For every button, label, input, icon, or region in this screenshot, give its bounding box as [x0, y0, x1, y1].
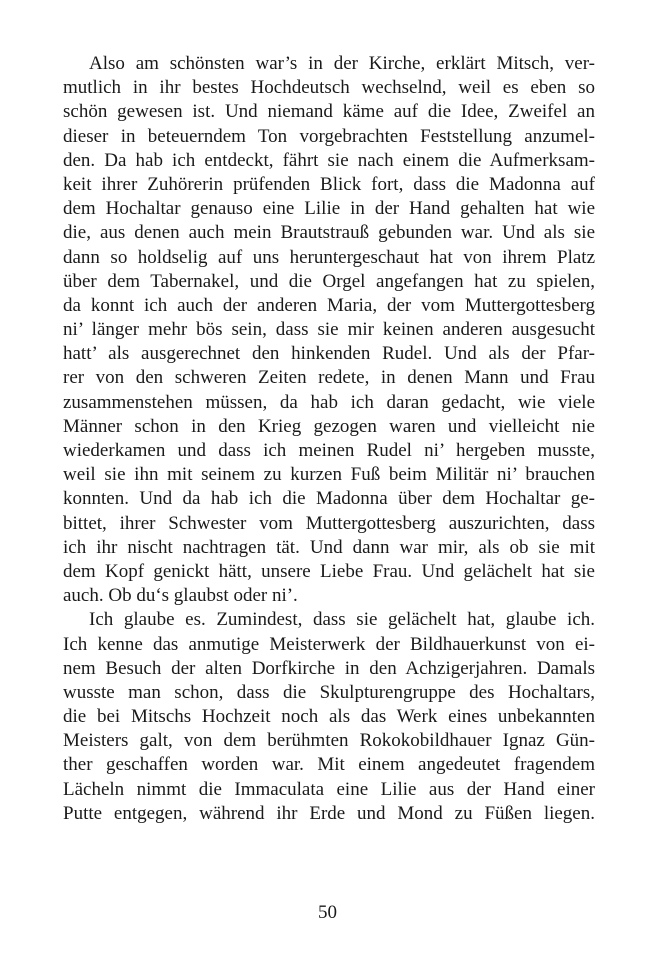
- text-line: schön gewesen ist. Und niemand käme auf die Idee, Zweifel an: [63, 101, 595, 123]
- text-line: weil sie ihn mit seinem zu kurzen Fuß beim Militär ni’ brauchen: [63, 464, 595, 486]
- text-line: zusammenstehen müssen, da hab ich daran gedacht, wie viele: [63, 391, 595, 413]
- text-line: Männer schon in den Krieg gezogen waren und vielleicht nie: [63, 415, 595, 437]
- text-line: rer von den schweren Zeiten redete, in denen Mann und Frau: [63, 367, 595, 389]
- text-line: Ich kenne das anmutige Meisterwerk der Bildhauerkunst von ei-: [63, 633, 595, 655]
- text-line: konnten. Und da hab ich die Madonna über dem Hochaltar ge-: [63, 488, 595, 510]
- text-line: dieser in beteuerndem Ton vorgebrachten Feststellung anzumel-: [63, 125, 595, 147]
- paragraph-2: [63, 608, 595, 826]
- text-line: mutlich in ihr bestes Hochdeutsch wechselnd, weil es eben so: [63, 77, 595, 99]
- text-line: wusste man schon, dass die Skulpturengruppe des Hochaltars,: [63, 681, 595, 703]
- text-line: auch. Ob du‘s glaubst oder ni’.: [63, 585, 298, 607]
- text-line: Putte entgegen, während ihr Erde und Mond zu Füßen liegen.: [63, 802, 595, 824]
- text-line: die, aus denen auch mein Brautstrauß gebunden war. Und als sie: [63, 222, 595, 244]
- text-line: den. Da hab ich entdeckt, fährt sie nach einem die Aufmerksam-: [63, 149, 595, 171]
- text-line: nem Besuch der alten Dorfkirche in den Achzigerjahren. Damals: [63, 657, 595, 679]
- text-line: da konnt ich auch der anderen Maria, der vom Muttergottesberg: [63, 294, 595, 316]
- text-line: Lächeln nimmt die Immaculata eine Lilie aus der Hand einer: [63, 778, 595, 800]
- text-line: Also am schönsten war’s in der Kirche, erklärt Mitsch, ver-: [89, 53, 595, 74]
- text-line: wiederkamen und dass ich meinen Rudel ni’ hergeben musste,: [63, 440, 595, 461]
- text-line: ni’ länger mehr bös sein, dass sie mir keinen anderen ausgesucht: [63, 319, 595, 341]
- text-line: hatt’ als ausgerechnet den hinkenden Rudel. Und als der Pfar-: [63, 343, 595, 365]
- text-line: dem Hochaltar genauso eine Lilie in der Hand gehalten hat wie: [63, 198, 595, 220]
- text-line: keit ihrer Zuhörerin prüfenden Blick fort, dass die Madonna auf: [63, 173, 595, 195]
- text-line: ich ihr nischt nachtragen tät. Und dann war mir, als ob sie mit: [63, 536, 595, 558]
- text-line: Meisters galt, von dem berühmten Rokokobildhauer Ignaz Gün-: [63, 730, 595, 752]
- text-line: ther geschaffen worden war. Mit einem angedeutet fragendem: [63, 754, 595, 776]
- page-number: 50: [318, 902, 337, 923]
- paragraph-1: [63, 52, 595, 608]
- page-body: [63, 52, 595, 826]
- text-line: bittet, ihrer Schwester vom Muttergottesberg auszurichten, dass: [63, 512, 595, 534]
- text-line: dem Kopf genickt hätt, unsere Liebe Frau. Und gelächelt hat sie: [63, 560, 595, 582]
- text-line: dann so holdselig auf uns heruntergeschaut hat von ihrem Platz: [63, 246, 595, 268]
- text-line: Ich glaube es. Zumindest, dass sie gelächelt hat, glaube ich.: [89, 609, 595, 631]
- text-line: über dem Tabernakel, und die Orgel angefangen hat zu spielen,: [63, 270, 595, 292]
- text-line: die bei Mitschs Hochzeit noch als das Werk eines unbekannten: [63, 706, 595, 728]
